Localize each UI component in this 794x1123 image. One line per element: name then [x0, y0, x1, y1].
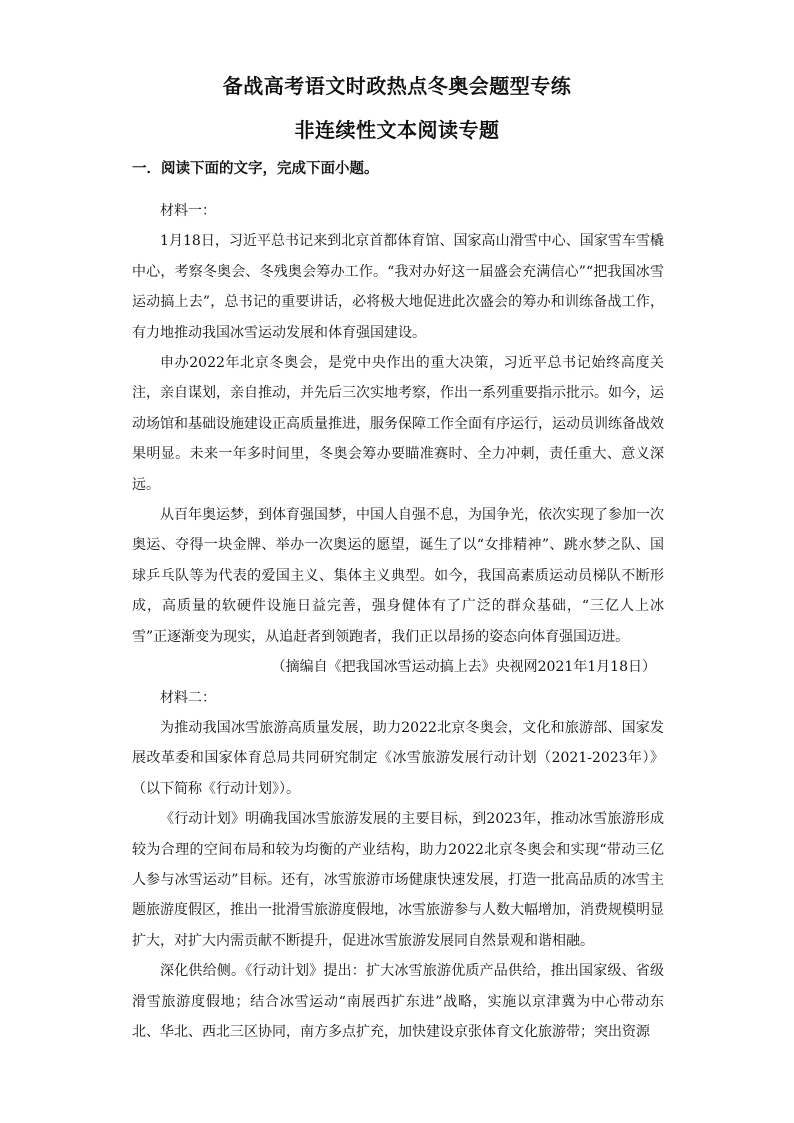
material1-source: （摘编自《把我国冰雪运动搞上去》央视网2021年1月18日） [271, 659, 656, 676]
material2-paragraph: 为推动我国冰雪旅游高质量发展，助力2022北京冬奥会，文化和旅游部、国家发展改革委和国家体育总局共同研究制定《冰雪旅游发展行动计划（2021-2023年）》（以下简称《行动计划》）。 [132, 719, 664, 797]
document-title: 备战高考语文时政热点冬奥会题型专练 [222, 74, 572, 98]
material2-paragraph: 深化供给侧。《行动计划》提出：扩大冰雪旅游优质产品供给，推出国家级、省级滑雪旅游度假地；结合冰雪运动“南展西扩东进”战略，实施以京津冀为中心带动东北、华北、西北三区协同，南方多点扩充，加快建设京张体育文化旅游带；突出资源 [132, 963, 664, 1040]
material2-paragraph: 《行动计划》明确我国冰雪旅游发展的主要目标，到2023年，推动冰雪旅游形成较为合理的空间布局和较为均衡的产业结构，助力2022北京冬奥会和实现“带动三亿人参与冰雪运动”目标。还有，冰雪旅游市场健康快速发展，打造一批高品质的冰雪主题旅游度假区，推出一批滑雪旅游度假地，冰雪旅游参与人数大幅增加，消费规模明显扩大，对扩大内需贡献不断提升，促进冰雪旅游发展同自然景观和谐相融。 [132, 811, 664, 949]
material1-paragraph: 从百年奥运梦，到体育强国梦，中国人自强不息，为国争光，依次实现了参加一次奥运、夺得一块金牌、举办一次奥运的愿望，诞生了以“女排精神”、跳水梦之队、国球乒乓队等为代表的爱国主义、集体主义典型。如今，我国高素质运动员梯队不断形成，高质量的软硬件设施日益完善，强身健体有了广泛的群众基础，“三亿人上冰雪”正逐渐变为现实，从追赶者到领跑者，我们正以昂扬的姿态向体育强国迈进。 [132, 507, 664, 645]
material2-label: 材料二： [160, 689, 216, 706]
section-heading: 一．阅读下面的文字，完成下面小题。 [132, 161, 379, 177]
material1-paragraph: 1月18日，习近平总书记来到北京首都体育馆、国家高山滑雪中心、国家雪车雪橇中心，考察冬奥会、冬残奥会筹办工作。“我对办好这一届盛会充满信心”“把我国冰雪运动搞上去”，总书记的重要讲话，必将极大地促进此次盛会的筹办和训练备战工作，有力地推动我国冰雪运动发展和体育强国建设。 [132, 233, 664, 341]
material1-label: 材料一： [160, 203, 216, 219]
document-subtitle: 非连续性文本阅读专题 [294, 118, 500, 142]
material1-paragraph: 申办2022年北京冬奥会，是党中央作出的重大决策，习近平总书记始终高度关注，亲自谋划，亲自推动，并先后三次实地考察，作出一系列重要指示批示。如今，运动场馆和基础设施建设正高质量推进，服务保障工作全面有序运行，运动员训练备战效果明显。未来一年多时间里，冬奥会筹办要瞄准赛时、全力冲刺，责任重大、意义深远。 [132, 355, 664, 493]
document-body [132, 196, 664, 1047]
